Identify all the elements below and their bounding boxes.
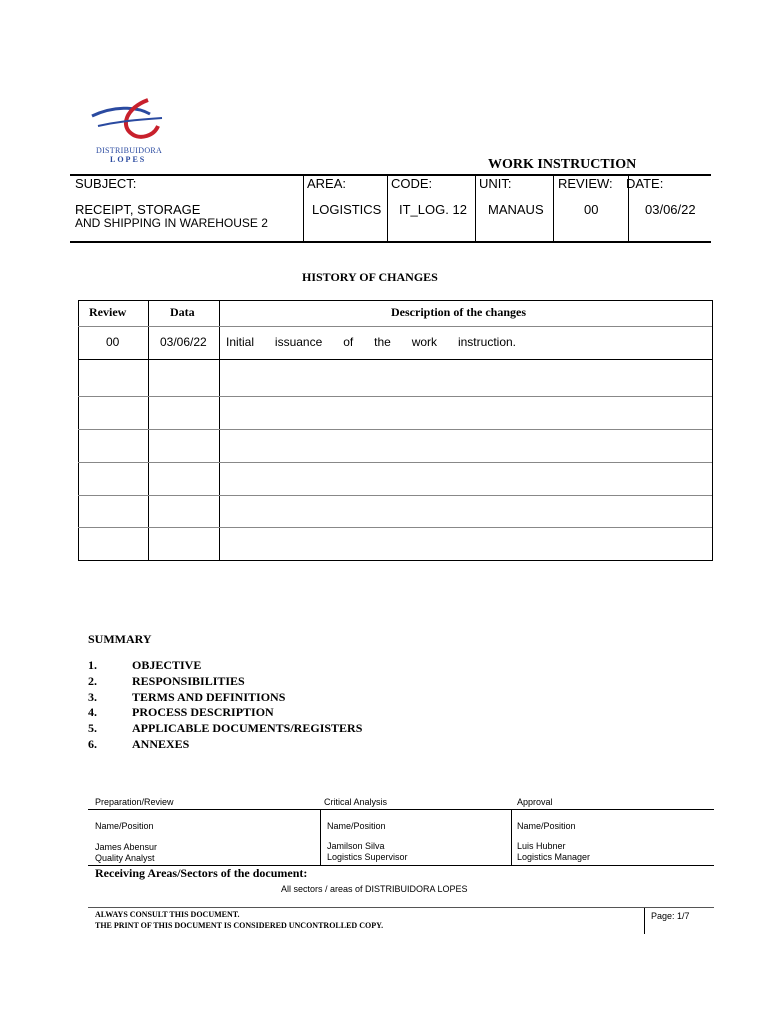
preparation-review-label: Preparation/Review [95,797,174,807]
unit-value: MANAUS [488,202,544,217]
summary-item [88,705,362,721]
prep-role: Quality Analyst [95,853,155,863]
summary-item-label: TERMS AND DEFINITIONS [132,689,286,704]
area-label: AREA: [307,176,347,191]
history-row-1-data: 03/06/22 [160,335,207,349]
history-header-description: Description of the changes [391,305,526,319]
footer-uncontrolled-copy-notice: THE PRINT OF THIS DOCUMENT IS CONSIDERED UNCONTROLLED COPY. [95,921,384,930]
crit-name-position-label: Name/Position [327,821,386,831]
summary-item-number: 5. [88,721,97,736]
summary-item [88,690,362,706]
summary-item-label: PROCESS DESCRIPTION [132,705,274,720]
summary-item-number: 3. [88,689,97,704]
summary-item-label: ANNEXES [132,736,190,751]
history-row-1-description [226,335,516,349]
desc-word: work [411,335,438,349]
summary-item [88,674,362,690]
summary-list [88,658,362,753]
history-row-1-review: 00 [106,335,120,349]
desc-word: Initial [226,335,255,349]
appr-name: Luis Hubner [517,841,566,851]
review-value: 00 [584,202,599,217]
logo-text-line1: DISTRIBUIDORA [96,146,163,155]
summary-item-number: 6. [88,736,97,751]
appr-name-position-label: Name/Position [517,821,576,831]
summary-item [88,737,362,753]
subject-value-line2: AND SHIPPING IN WAREHOUSE 2 [75,216,268,230]
prep-name: James Abensur [95,842,158,852]
date-value: 03/06/22 [645,202,696,217]
review-label: REVIEW: [558,176,613,191]
prep-name-position-label: Name/Position [95,821,154,831]
document-type-title: WORK INSTRUCTION [488,157,637,172]
summary-item [88,658,362,674]
logo-text-line2: LOPES [110,155,147,164]
desc-word: issuance [274,335,323,349]
summary-item [88,721,362,737]
company-logo [88,96,170,168]
summary-item-label: OBJECTIVE [132,658,202,672]
summary-item-label: APPLICABLE DOCUMENTS/REGISTERS [132,721,363,736]
unit-label: UNIT: [479,176,512,191]
approval-label: Approval [517,797,553,807]
logo-swoosh-icon [88,96,170,146]
history-header-data: Data [170,305,195,319]
subject-label: SUBJECT: [75,176,137,191]
summary-item-number: 1. [88,658,97,672]
appr-role: Logistics Manager [517,852,591,862]
summary-title: SUMMARY [88,632,152,646]
critical-analysis-label: Critical Analysis [324,797,388,807]
crit-role: Logistics Supervisor [327,852,408,862]
desc-word: instruction. [457,335,516,349]
desc-word: the [374,335,391,349]
area-value: LOGISTICS [312,202,382,217]
footer-consult-notice: ALWAYS CONSULT THIS DOCUMENT. [95,910,240,919]
summary-item-number: 2. [88,673,97,688]
desc-word: of [343,335,354,349]
crit-name: Jamilson Silva [327,841,385,851]
subject-value-line1: RECEIPT, STORAGE [75,202,201,217]
code-value: IT_LOG. 12 [399,202,467,217]
summary-item-number: 4. [88,705,97,720]
code-label: CODE: [391,176,433,191]
summary-item-label: RESPONSIBILITIES [132,673,245,688]
receiving-areas-label: Receiving Areas/Sectors of the document: [95,866,308,880]
history-title: HISTORY OF CHANGES [302,270,438,284]
page-number: Page: 1/7 [651,911,690,921]
date-label: DATE: [626,176,664,191]
receiving-areas-value: All sectors / areas of DISTRIBUIDORA LOPES [281,884,468,894]
history-header-review: Review [89,305,127,319]
history-table [78,300,713,561]
